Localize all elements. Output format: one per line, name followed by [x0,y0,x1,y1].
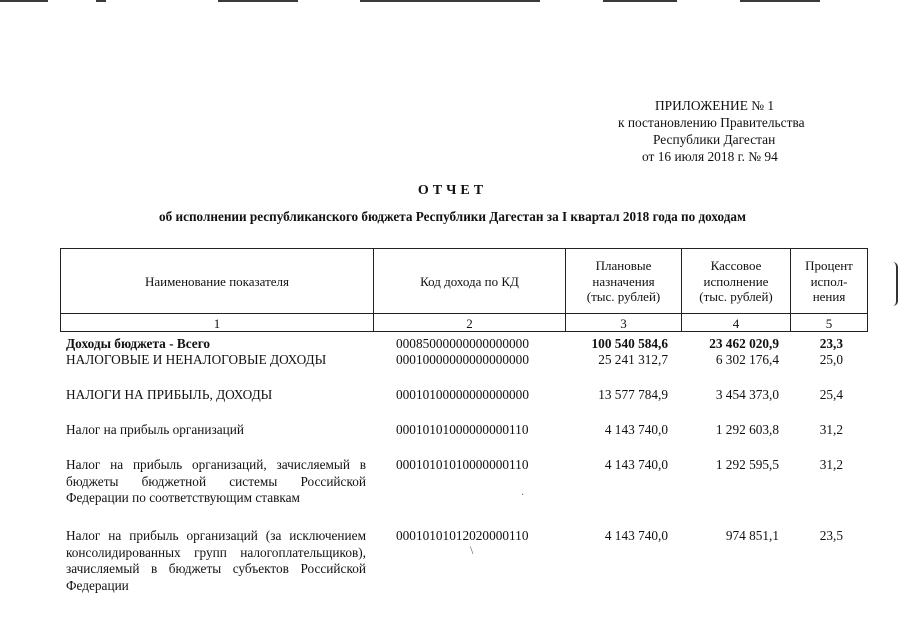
scan-mark [96,0,106,2]
row-pct: 25,4 [819,387,843,402]
column-number: 4 [732,316,740,331]
row-pct: 31,2 [819,422,843,437]
row-name: Налог на прибыль организаций [66,422,245,437]
row-plan: 100 540 584,6 [591,336,668,351]
header-plan [566,258,681,305]
row-pct: 23,5 [819,528,843,543]
row-cash: 974 851,1 [725,528,779,543]
row-cash: 1 292 595,5 [715,457,779,472]
approval-line-2: к постановлению Правительства [618,115,805,130]
row-code: 00010101012020000110 [396,528,529,543]
header-code: Код дохода по КД [420,274,519,289]
row-pct: 23,3 [819,336,843,351]
row-name: НАЛОГИ НА ПРИБЫЛЬ, ДОХОДЫ [66,387,273,402]
scan-mark [360,0,540,2]
scan-mark [603,0,677,2]
scan-mark [740,0,820,2]
column-number: 3 [620,316,627,331]
approval-line-4: от 16 июля 2018 г. № 94 [642,149,778,164]
row-name: Доходы бюджета - Всего [66,336,211,351]
row-code: 00010101000000000110 [396,422,529,437]
row-cash: 1 292 603,8 [715,422,779,437]
row-code: 00085000000000000000 [396,336,529,351]
approval-line-1: ПРИЛОЖЕНИЕ № 1 [655,98,775,113]
header-cash-line: (тыс. рублей) [699,289,773,304]
row-plan: 4 143 740,0 [604,422,668,437]
row-code: 00010101010000000110 [396,457,529,472]
row-code: 00010100000000000000 [396,387,529,402]
header-pct [791,258,867,305]
header-cash-line: исполнение [703,273,769,289]
header-name: Наименование показателя [144,274,290,289]
table-top-border [60,248,868,249]
header-cash-line: Кассовое [710,258,762,273]
row-cash: 23 462 020,9 [709,336,779,351]
row-name: Налог на прибыль организаций, зачисляемый в бюджеты бюджетной системы Российской Федерации по соответствующим ставкам [66,457,366,505]
header-cash [682,258,790,305]
row-plan: 25 241 312,7 [598,352,668,367]
row-plan: 4 143 740,0 [604,457,668,472]
row-pct: 25,0 [819,352,843,367]
scan-mark [218,0,298,2]
row-code: 00010000000000000000 [396,352,529,367]
row-pct: 31,2 [819,457,843,472]
header-pct-line: нения [812,289,846,304]
column-number: 2 [466,316,473,331]
row-plan: 4 143 740,0 [604,528,668,543]
approval-line-3: Республики Дагестан [653,132,776,147]
header-pct-line: Процент [805,258,853,273]
scan-speck: \ [470,543,474,557]
header-plan-line: Плановые [595,258,652,273]
scan-speck: · [521,490,525,501]
row-name: НАЛОГОВЫЕ И НЕНАЛОГОВЫЕ ДОХОДЫ [66,352,327,367]
row-cash: 6 302 176,4 [715,352,779,367]
header-plan-line: (тыс. рублей) [586,289,661,304]
row-cash: 3 454 373,0 [715,387,779,402]
document-title: ОТЧЕТ [417,183,488,198]
header-pct-line: испол- [810,273,848,289]
row-plan: 13 577 784,9 [598,387,668,402]
column-divider [867,248,868,332]
column-number: 1 [213,316,221,331]
row-name: Налог на прибыль организаций (за исключением консолидированных групп налогоплательщиков), зачисляемый в бюджеты субъектов Российской Федерации [66,528,366,593]
document-subtitle: об исполнении республиканского бюджета Республики Дагестан за I квартал 2018 года по доходам [159,209,746,224]
column-number: 5 [825,316,833,331]
scan-edge-mark [893,262,898,306]
scan-mark [0,0,48,2]
table-header-border [60,313,868,314]
header-plan-line: назначения [592,273,655,289]
